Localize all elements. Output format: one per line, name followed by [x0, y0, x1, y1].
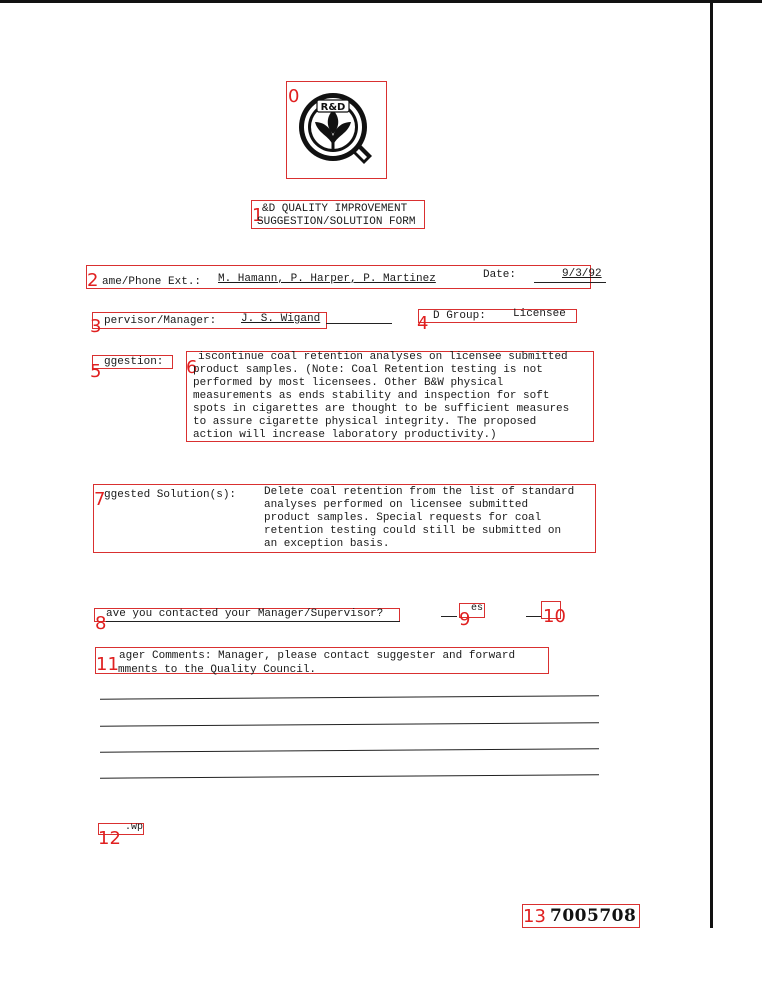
suggestion-line-5: spots in cigarettes are thought to be sufficient measures	[193, 403, 570, 415]
solution-line-2: analyses performed on licensee submitted	[264, 499, 529, 511]
group-label: D Group:	[433, 310, 486, 322]
yes-option: es	[471, 603, 484, 614]
comment-line-4	[100, 774, 599, 778]
solution-line-3: product samples. Special requests for coal	[264, 512, 542, 524]
annotation-index-10: 10	[543, 606, 566, 627]
no-blank	[526, 616, 541, 617]
annotation-index-12: 12	[98, 828, 121, 849]
suggestion-line-2: product samples. (Note: Coal Retention testing is not	[193, 364, 543, 376]
date-label: Date:	[483, 269, 517, 281]
annotation-index-2: 2	[87, 270, 99, 291]
comment-line-1	[100, 695, 599, 699]
annotation-index-4: 4	[417, 313, 429, 334]
suggestion-label: ggestion:	[104, 356, 164, 368]
contacted-question: ave you contacted your Manager/Supervisor?	[106, 608, 384, 620]
annotation-index-3: 3	[90, 316, 102, 337]
suggestion-line-7: action will increase laboratory productivity.)	[193, 429, 497, 441]
solution-line-1: Delete coal retention from the list of standard	[264, 486, 575, 498]
form-title-line2: SUGGESTION/SOLUTION FORM	[257, 216, 416, 228]
document-number: 7005708	[550, 906, 637, 926]
supervisor-value: J. S. Wigand	[241, 313, 321, 325]
solution-line-4: retention testing could still be submitted on	[264, 525, 562, 537]
manager-comments-line2: mments to the Quality Council.	[118, 664, 317, 676]
form-title-line1: &D QUALITY IMPROVEMENT	[262, 203, 408, 215]
rd-quality-logo	[290, 84, 382, 176]
annotation-index-1: 1	[252, 205, 264, 226]
comment-line-3	[100, 748, 599, 752]
annotation-index-0: 0	[288, 86, 300, 107]
supervisor-label: pervisor/Manager:	[104, 315, 217, 327]
suggestion-line-1: iscontinue coal retention analyses on licensee submitted	[198, 351, 568, 363]
group-value: Licensee	[513, 308, 566, 320]
annotation-index-13: 13	[523, 906, 546, 927]
solution-line-5: an exception basis.	[264, 538, 390, 550]
annotation-index-7: 7	[94, 489, 106, 510]
date-underline	[534, 282, 606, 283]
date-value: 9/3/92	[562, 268, 602, 280]
page-top-border	[0, 0, 762, 3]
annotation-index-11: 11	[96, 654, 119, 675]
yes-blank	[441, 616, 457, 617]
annotation-index-9: 9	[459, 609, 471, 630]
name-value: M. Hamann, P. Harper, P. Martinez	[218, 273, 436, 285]
logo-text: R&D	[320, 102, 346, 113]
annotation-index-5: 5	[90, 361, 102, 382]
solution-label: ggested Solution(s):	[104, 489, 237, 501]
suggestion-line-6: to assure cigarette physical integrity. The proposed	[193, 416, 537, 428]
manager-comments-line1: ager Comments: Manager, please contact suggester and forward	[119, 650, 516, 662]
annotation-index-8: 8	[95, 613, 107, 634]
comment-line-2	[100, 722, 599, 726]
annotation-index-6: 6	[186, 357, 198, 378]
suggestion-line-3: performed by most licensees. Other B&W physical	[193, 377, 504, 389]
file-ref: .wp	[125, 822, 144, 833]
name-label: ame/Phone Ext.:	[102, 276, 202, 288]
page-right-border	[710, 0, 713, 928]
supervisor-underline	[326, 323, 392, 324]
suggestion-line-4: measurements as ends stability and inspection for soft	[193, 390, 550, 402]
contacted-underline	[106, 621, 400, 622]
